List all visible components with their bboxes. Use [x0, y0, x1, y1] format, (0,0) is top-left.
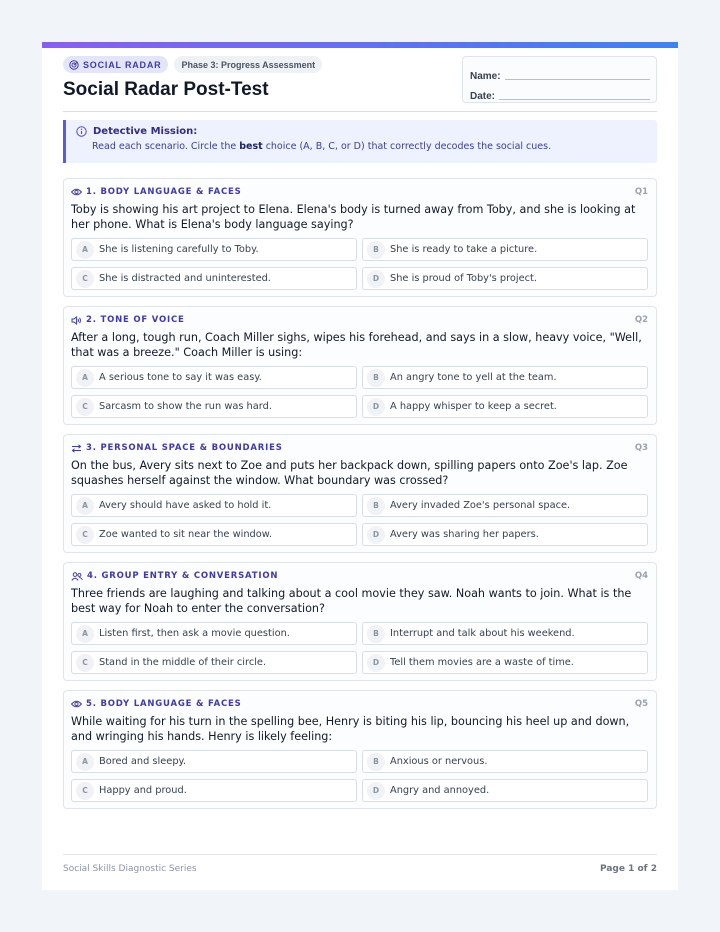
radar-icon	[69, 60, 79, 70]
question-text: On the bus, Avery sits next to Zoe and puts her backpack down, spilling papers onto Zoe's lap. Zoe squashes herself against the window. What boundary was crossed?	[71, 459, 628, 487]
option-letter: A	[76, 241, 94, 259]
option-a[interactable]	[71, 622, 357, 645]
question-number: Q2	[634, 315, 648, 325]
option-letter: D	[367, 782, 385, 800]
option-text: She is proud of Toby's project.	[390, 273, 537, 284]
option-letter: D	[367, 654, 385, 672]
option-d[interactable]	[362, 267, 648, 290]
option-b[interactable]	[362, 750, 648, 773]
question-category	[71, 571, 278, 581]
arrows-icon	[71, 444, 82, 453]
option-letter: A	[76, 753, 94, 771]
question-card-4	[63, 562, 657, 681]
option-text: A happy whisper to keep a secret.	[390, 401, 557, 412]
question-category-label: 3. PERSONAL SPACE & BOUNDARIES	[86, 443, 283, 453]
question-category-label: 4. GROUP ENTRY & CONVERSATION	[87, 571, 279, 581]
option-text: Zoe wanted to sit near the window.	[99, 529, 272, 540]
option-b[interactable]	[362, 366, 648, 389]
option-letter: D	[367, 398, 385, 416]
option-a[interactable]	[71, 750, 357, 773]
option-letter: C	[76, 782, 94, 800]
header-divider	[63, 111, 657, 112]
worksheet-page	[42, 42, 678, 890]
option-text: An angry tone to yell at the team.	[390, 372, 557, 383]
option-a[interactable]	[71, 238, 357, 261]
option-letter: B	[367, 625, 385, 643]
question-card-2	[63, 306, 657, 425]
option-text: Stand in the middle of their circle.	[99, 657, 267, 668]
option-text: Happy and proud.	[99, 785, 187, 796]
question-number: Q5	[634, 699, 648, 709]
option-letter: B	[367, 753, 385, 771]
option-a[interactable]	[71, 494, 357, 517]
option-text: Listen first, then ask a movie question.	[99, 628, 290, 639]
option-text: Avery was sharing her papers.	[390, 529, 539, 540]
option-letter: D	[367, 526, 385, 544]
option-text: Sarcasm to show the run was hard.	[99, 401, 272, 412]
page-title: Social Radar Post-Test	[63, 79, 269, 100]
question-number: Q3	[634, 443, 648, 453]
option-text: She is listening carefully to Toby.	[99, 244, 259, 255]
option-text: Avery should have asked to hold it.	[99, 500, 272, 511]
option-text: Avery invaded Zoe's personal space.	[390, 500, 571, 511]
mission-text-bold: best	[239, 141, 263, 152]
option-letter: C	[76, 398, 94, 416]
option-a[interactable]	[71, 366, 357, 389]
mission-title: Detective Mission:	[93, 126, 198, 137]
info-icon	[76, 126, 87, 137]
option-c[interactable]	[71, 523, 357, 546]
mission-text-before: Read each scenario. Circle the	[92, 141, 240, 152]
question-text: While waiting for his turn in the spelling bee, Henry is biting his lip, bouncing his heel up and down, and wringing his hands. Henry is likely feeling:	[71, 715, 630, 743]
header	[63, 56, 657, 118]
option-letter: D	[367, 270, 385, 288]
mission-heading	[76, 126, 657, 137]
question-header	[71, 699, 648, 709]
question-card-3	[63, 434, 657, 553]
question-header	[71, 571, 648, 581]
option-c[interactable]	[71, 779, 357, 802]
option-letter: C	[76, 654, 94, 672]
question-category	[71, 187, 242, 197]
option-letter: C	[76, 526, 94, 544]
question-card-1	[63, 178, 657, 297]
footer-divider	[63, 854, 657, 855]
question-category	[71, 699, 242, 709]
users-icon	[71, 572, 83, 581]
option-letter: B	[367, 241, 385, 259]
question-category	[71, 443, 283, 453]
option-letter: B	[367, 369, 385, 387]
question-text: Three friends are laughing and talking about a cool movie they saw. Noah wants to join. What is the best way for Noah to enter the conversation?	[71, 587, 632, 615]
question-category-label: 5. BODY LANGUAGE & FACES	[86, 699, 242, 709]
name-date-box	[462, 56, 657, 103]
option-letter: C	[76, 270, 94, 288]
eye-icon	[71, 188, 82, 196]
option-text: Bored and sleepy.	[99, 756, 187, 767]
option-text: Angry and annoyed.	[390, 785, 490, 796]
phase-badge: Phase 3: Progress Assessment	[174, 56, 322, 73]
option-text: A serious tone to say it was easy.	[99, 372, 262, 383]
question-category-label: 1. BODY LANGUAGE & FACES	[86, 187, 242, 197]
brand-badge-label: SOCIAL RADAR	[83, 59, 162, 70]
option-b[interactable]	[362, 238, 648, 261]
option-d[interactable]	[362, 395, 648, 418]
option-letter: A	[76, 369, 94, 387]
speaker-icon	[71, 316, 82, 325]
question-number: Q1	[634, 187, 648, 197]
date-label: Date:	[470, 91, 496, 102]
name-row	[470, 62, 650, 82]
eye-icon	[71, 700, 82, 708]
option-text: Anxious or nervous.	[390, 756, 488, 767]
option-d[interactable]	[362, 651, 648, 674]
option-text: Interrupt and talk about his weekend.	[390, 628, 575, 639]
question-header	[71, 443, 648, 453]
option-text: Tell them movies are a waste of time.	[390, 657, 574, 668]
question-header	[71, 315, 648, 325]
date-field[interactable]	[499, 88, 650, 100]
option-b[interactable]	[362, 622, 648, 645]
option-c[interactable]	[71, 267, 357, 290]
page-number: Page 1 of 2	[600, 864, 657, 874]
option-d[interactable]	[362, 523, 648, 546]
option-letter: A	[76, 625, 94, 643]
option-text: She is ready to take a picture.	[390, 244, 538, 255]
question-text: Toby is showing his art project to Elena. Elena's body is turned away from Toby, and she is looking at her phone. What is Elena's body language saying?	[71, 203, 636, 231]
option-text: She is distracted and uninterested.	[99, 273, 271, 284]
name-label: Name:	[470, 71, 501, 82]
brand-badge	[63, 56, 168, 73]
option-c[interactable]	[71, 395, 357, 418]
question-header	[71, 187, 648, 197]
option-letter: A	[76, 497, 94, 515]
mission-callout	[63, 120, 657, 163]
footer-series: Social Skills Diagnostic Series	[63, 864, 197, 874]
option-b[interactable]	[362, 494, 648, 517]
question-category-label: 2. TONE OF VOICE	[86, 315, 185, 325]
name-field[interactable]	[505, 68, 650, 80]
question-card-5	[63, 690, 657, 809]
question-number: Q4	[634, 571, 648, 581]
option-letter: B	[367, 497, 385, 515]
mission-instructions	[92, 141, 657, 152]
date-row	[470, 82, 650, 102]
question-text: After a long, tough run, Coach Miller sighs, wipes his forehead, and says in a slow, heavy voice, "Well, that was a breeze." Coach Miller is using:	[71, 331, 642, 359]
option-d[interactable]	[362, 779, 648, 802]
question-category	[71, 315, 185, 325]
option-c[interactable]	[71, 651, 357, 674]
mission-text-after: choice (A, B, C, or D) that correctly decodes the social cues.	[262, 141, 552, 152]
